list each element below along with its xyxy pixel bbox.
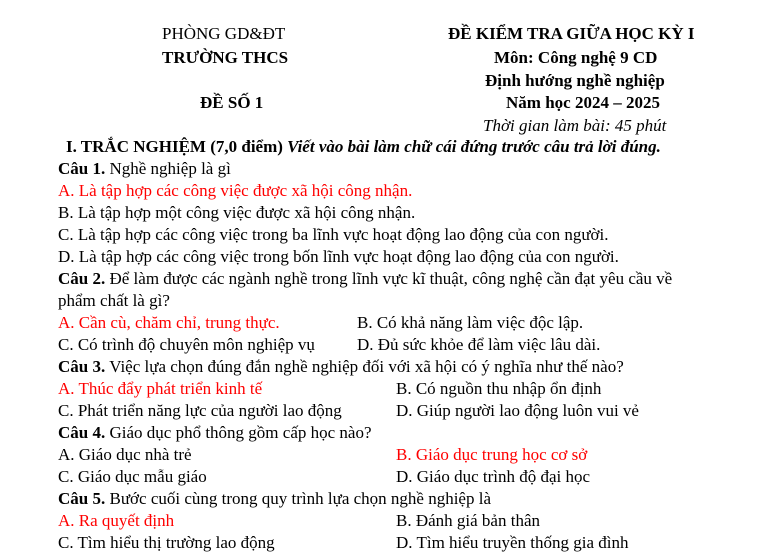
q1-option-d: D. Là tập hợp các công việc trong bốn lĩnh vực hoạt động lao động của con người.	[58, 247, 619, 266]
department-name: PHÒNG GD&ĐT	[162, 24, 286, 43]
q1-option-c: C. Là tập hợp các công việc trong ba lĩnh vực hoạt động lao động của con người.	[58, 225, 609, 244]
q1-option-b: B. Là tập hợp một công việc được xã hội công nhận.	[58, 203, 416, 222]
question-text: Bước cuối cùng trong quy trình lựa chọn nghề nghiệp là	[109, 489, 491, 508]
exam-number: ĐỀ SỐ 1	[200, 93, 264, 112]
exam-title: ĐỀ KIỂM TRA GIỮA HỌC KỲ I	[448, 24, 695, 43]
q2-option-a: A. Cần cù, chăm chỉ, trung thực.	[58, 313, 280, 332]
question-text: Việc lựa chọn đúng đắn nghề nghiệp đối với xã hội có ý nghĩa như thế nào?	[109, 357, 624, 376]
question-label: Câu 3.	[58, 357, 106, 376]
q3-option-b: B. Có nguồn thu nhập ổn định	[396, 379, 602, 398]
question-text: Để làm được các ngành nghề trong lĩnh vực kĩ thuật, công nghệ cần đạt yêu cầu về	[109, 269, 673, 288]
q2-option-d: D. Đủ sức khỏe để làm việc lâu dài.	[357, 335, 601, 354]
question-text: Giáo dục phổ thông gồm cấp học nào?	[109, 423, 372, 442]
topic-line: Định hướng nghề nghiệp	[485, 71, 665, 90]
question-label: Câu 5.	[58, 489, 106, 508]
exam-duration: Thời gian làm bài: 45 phút	[483, 116, 667, 135]
question-1	[58, 159, 231, 179]
section-heading	[66, 137, 661, 157]
question-2-continued: phẩm chất là gì?	[58, 291, 170, 310]
q3-option-d: D. Giúp người lao động luôn vui vẻ	[396, 401, 639, 420]
q1-option-a: A. Là tập hợp các công việc được xã hội công nhận.	[58, 181, 413, 200]
question-label: Câu 1.	[58, 159, 106, 178]
q5-option-d: D. Tìm hiểu truyền thống gia đình	[396, 533, 629, 552]
question-5	[58, 489, 491, 509]
q4-option-a: A. Giáo dục nhà trẻ	[58, 445, 192, 464]
q2-option-b: B. Có khả năng làm việc độc lập.	[357, 313, 584, 332]
q5-option-b: B. Đánh giá bản thân	[396, 511, 540, 530]
q5-option-a: A. Ra quyết định	[58, 511, 175, 530]
question-3	[58, 357, 624, 377]
q3-option-a: A. Thúc đẩy phát triển kinh tế	[58, 379, 263, 398]
section-instruction: Viết vào bài làm chữ cái đứng trước câu trả lời đúng.	[287, 137, 661, 156]
question-label: Câu 4.	[58, 423, 106, 442]
q5-option-c: C. Tìm hiểu thị trường lao động	[58, 533, 275, 552]
subject-line: Môn: Công nghệ 9 CD	[494, 48, 658, 67]
q2-option-c: C. Có trình độ chuyên môn nghiệp vụ	[58, 335, 315, 354]
q4-option-b: B. Giáo dục trung học cơ sở	[396, 445, 588, 464]
school-year: Năm học 2024 – 2025	[506, 93, 660, 112]
question-text: Nghề nghiệp là gì	[109, 159, 231, 178]
question-label: Câu 2.	[58, 269, 106, 288]
section-title: I. TRẮC NGHIỆM (7,0 điểm)	[66, 137, 283, 156]
q3-option-c: C. Phát triển năng lực của người lao động	[58, 401, 342, 420]
question-2	[58, 269, 672, 289]
q4-option-c: C. Giáo dục mẫu giáo	[58, 467, 207, 486]
school-name: TRƯỜNG THCS	[162, 48, 289, 67]
question-4	[58, 423, 372, 443]
q4-option-d: D. Giáo dục trình độ đại học	[396, 467, 591, 486]
